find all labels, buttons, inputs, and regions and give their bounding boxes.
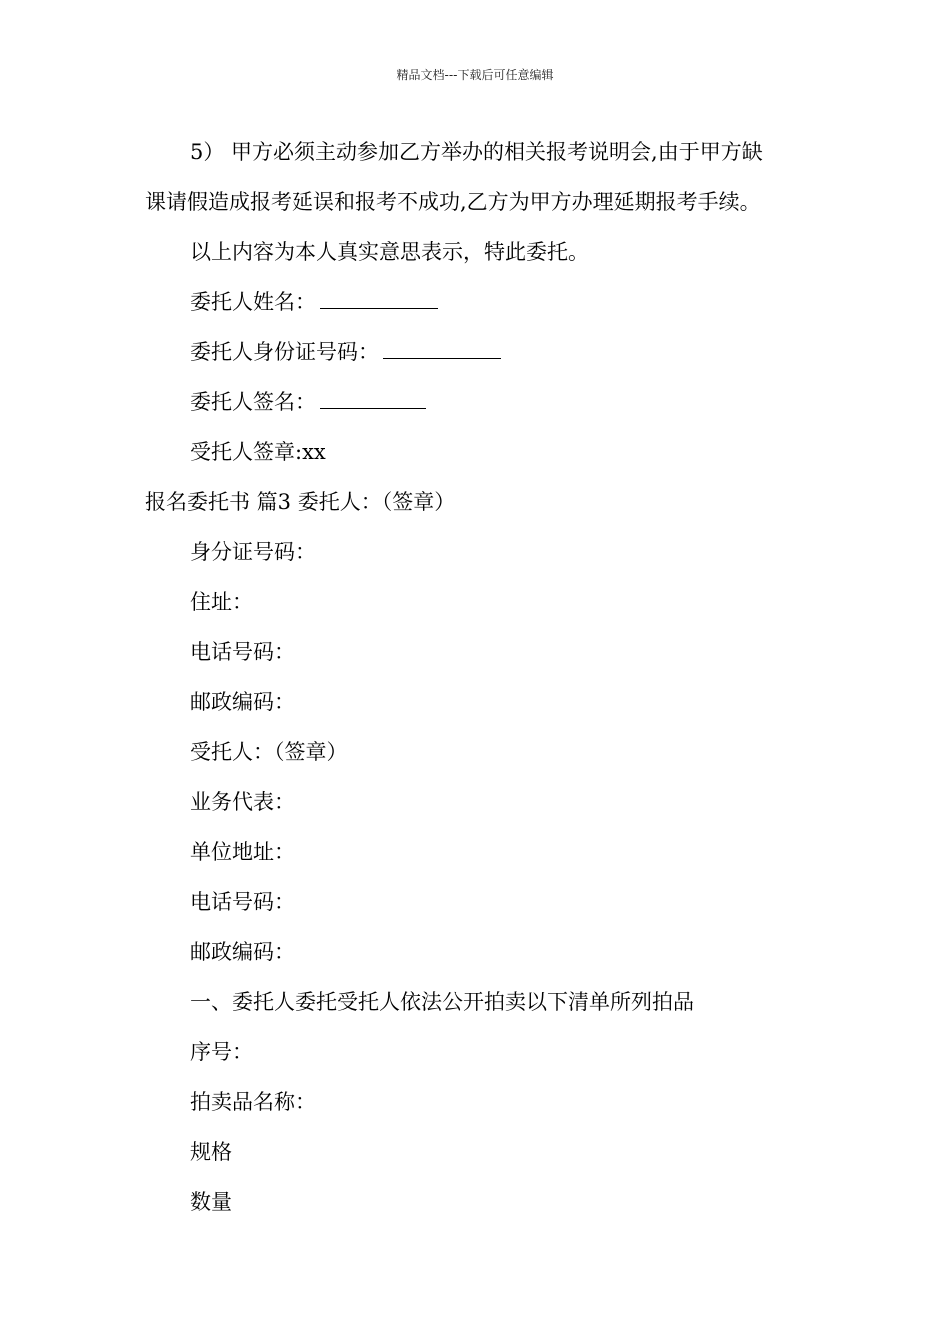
list-item: 规格 [190,1140,232,1164]
field-principal-name [190,288,438,316]
list-item: 受托人：（签章） [190,740,348,764]
list-item: 数量 [190,1190,232,1214]
list-item: 业务代表： [190,790,295,814]
page-header: 精品文档---下载后可任意编辑 [396,68,554,82]
signature-blank [320,390,426,409]
signature-blank [383,340,501,359]
paragraph-line: 5） 甲方必须主动参加乙方举办的相关报考说明会,由于甲方缺 [190,140,763,164]
list-item: 住址： [190,590,253,614]
list-item: 邮政编码： [190,690,295,714]
field-principal-signature [190,388,426,416]
list-item: 电话号码： [190,890,295,914]
field-label: 委托人身份证号码： [190,340,379,364]
section-title: 报名委托书 篇3 委托人：（签章） [145,490,456,514]
field-label: 委托人签名： [190,390,316,414]
statement-text: 以上内容为本人真实意思表示，特此委托。 [190,240,589,264]
list-item: 电话号码： [190,640,295,664]
field-agent-seal: 受托人签章:xx [190,440,326,464]
list-item: 序号： [190,1040,253,1064]
list-item: 身分证号码： [190,540,316,564]
list-item: 拍卖品名称： [190,1090,316,1114]
paragraph-line: 课请假造成报考延误和报考不成功,乙方为甲方办理延期报考手续。 [145,190,761,214]
list-item: 邮政编码： [190,940,295,964]
field-label: 委托人姓名： [190,290,316,314]
list-item: 单位地址： [190,840,295,864]
field-principal-id [190,338,501,366]
signature-blank [320,290,438,309]
list-item: 一、委托人委托受托人依法公开拍卖以下清单所列拍品 [190,990,694,1014]
